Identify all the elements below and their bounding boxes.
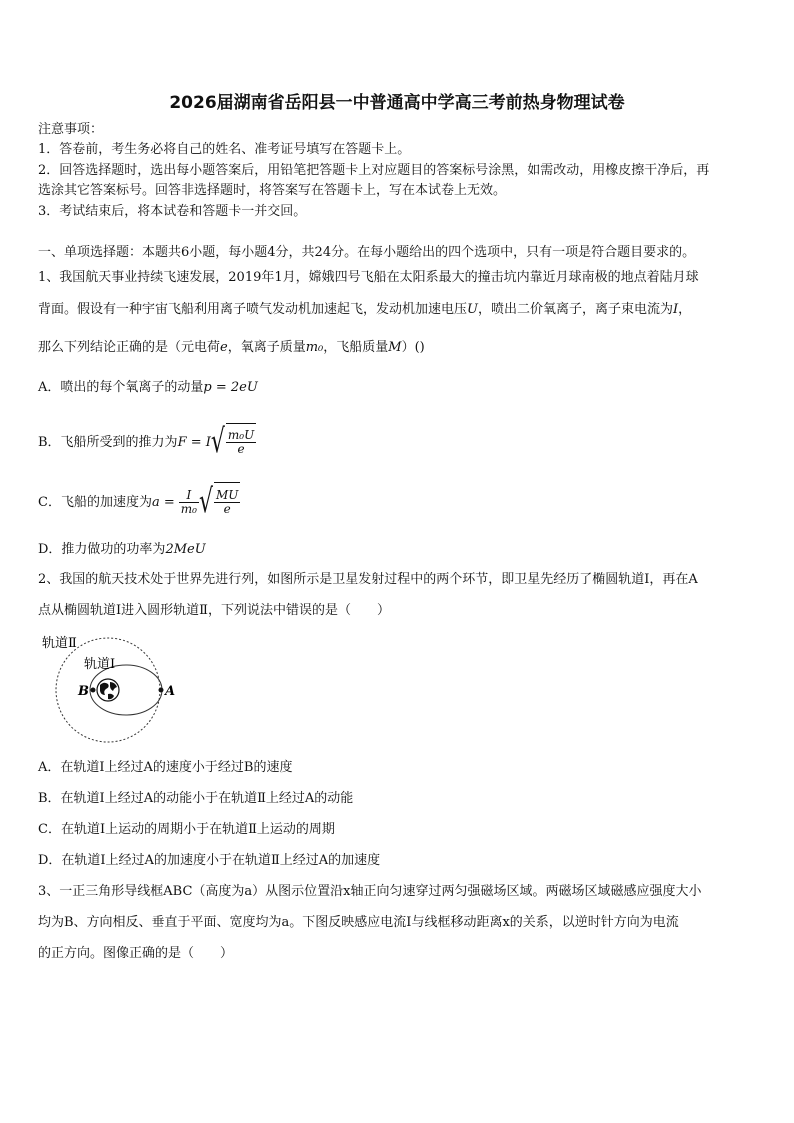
orbit-2-label: 轨道Ⅱ (42, 636, 77, 651)
option-text: B．飞船所受到的推力为 (38, 435, 178, 450)
point-b-label: B (78, 684, 89, 699)
point-b-marker (91, 688, 96, 693)
q1-stem-line (38, 302, 691, 318)
option-text: C．飞船的加速度为 (38, 495, 152, 510)
var-I: I (673, 302, 679, 317)
q2-stem-line: 点从椭圆轨道Ⅰ进入圆形轨道Ⅱ，下列说法中错误的是（ ） (38, 603, 390, 618)
q1-option-d (38, 542, 206, 558)
q2-stem-line: 2、我国的航天技术处于世界先进行列，如图所示是卫星发射过程中的两个环节，即卫星先经历了椭圆轨道Ⅰ，再在A (38, 572, 698, 587)
q1-stem-text: ，飞船质量 (323, 340, 389, 355)
fraction-denominator: e (223, 502, 231, 516)
q1-stem-text: 背面。假设有一种宇宙飞船利用离子喷气发动机加速起飞，发动机加速电压 (38, 302, 468, 317)
notice-item: 3．考试结束后，将本试卷和答题卡一并交回。 (38, 204, 307, 219)
q1-stem-text: 那么下列结论正确的是（元电荷 (38, 340, 221, 355)
var-M: M (388, 340, 402, 355)
fraction-denominator: m₀ (180, 502, 197, 516)
notice-item: 2．回答选择题时，选出每小题答案后，用铅笔把答题卡上对应题目的答案标号涂黑，如需改动，用橡皮擦干净后，再 (38, 163, 710, 178)
q1-option-a (38, 380, 258, 396)
sqrt-sign: √ (198, 483, 213, 521)
point-a-marker (159, 688, 164, 693)
q1-stem-line: 1、我国航天事业持续飞速发展，2019年1月，嫦娥四号飞船在太阳系最大的撞击坑内靠近月球南极的地点着陆月球 (38, 270, 699, 285)
q3-stem-line: 均为B、方向相反、垂直于平面、宽度均为a。下图反映感应电流I与线框移动距离x的关系，以逆时针方向为电流 (38, 915, 679, 930)
q2-option-b: B．在轨道Ⅰ上经过A的动能小于在轨道Ⅱ上经过A的动能 (38, 791, 354, 806)
option-text: A．喷出的每个氧离子的动量 (38, 380, 204, 395)
orbit-1-label: 轨道Ⅰ (84, 657, 116, 672)
page-title: 2026届湖南省岳阳县一中普通高中学高三考前热身物理试卷 (169, 93, 625, 113)
option-text: D．推力做功的功率为 (38, 542, 166, 557)
earth-icon (97, 679, 119, 701)
q2-option-d: D．在轨道Ⅰ上经过A的加速度小于在轨道Ⅱ上经过A的加速度 (38, 853, 381, 868)
fraction-numerator: m₀U (227, 428, 255, 442)
fraction-numerator: I (179, 489, 199, 503)
var-U: U (467, 302, 478, 317)
q1-option-c (38, 482, 240, 522)
q1-option-b (38, 423, 256, 461)
q2-option-c: C．在轨道Ⅰ上运动的周期小于在轨道Ⅱ上运动的周期 (38, 822, 335, 837)
fraction-denominator: e (237, 442, 245, 456)
sqrt-body (226, 423, 256, 462)
sqrt-body (214, 482, 240, 523)
q3-stem-line: 3、一正三角形导线框ABC（高度为a）从图示位置沿x轴正向匀速穿过两匀强磁场区域。两磁场区域磁感应强度大小 (38, 884, 702, 899)
q1-stem-text: ）() (401, 340, 425, 355)
q1-stem-text: ， (678, 302, 692, 317)
q3-stem-line: 的正方向。图像正确的是（ ） (38, 946, 234, 961)
orbit-figure (38, 630, 178, 750)
option-formula: p = 2eU (203, 380, 258, 395)
q1-stem-line (38, 340, 425, 356)
q1-stem-text: ，氧离子质量 (227, 340, 306, 355)
option-formula: F = I (177, 435, 211, 450)
var-m0: m₀ (305, 340, 324, 355)
option-formula: 2MeU (165, 542, 206, 557)
var-e: e (220, 340, 228, 355)
sqrt-sign: √ (210, 423, 225, 461)
option-formula: a = (151, 495, 175, 510)
point-a-label: A (165, 684, 176, 699)
notice-heading: 注意事项： (38, 122, 104, 137)
section-heading: 一、单项选择题：本题共6小题，每小题4分，共24分。在每小题给出的四个选项中，只有一项是符合题目要求的。 (38, 245, 696, 260)
notice-item: 选涂其它答案标号。回答非选择题时，将答案写在答题卡上，写在本试卷上无效。 (38, 183, 507, 198)
q2-option-a: A．在轨道Ⅰ上经过A的速度小于经过B的速度 (38, 760, 293, 775)
fraction-numerator: MU (215, 488, 239, 502)
q1-stem-text: ，喷出二价氧离子，离子束电流为 (477, 302, 673, 317)
notice-item: 1．答卷前，考生务必将自己的姓名、准考证号填写在答题卡上。 (38, 142, 411, 157)
